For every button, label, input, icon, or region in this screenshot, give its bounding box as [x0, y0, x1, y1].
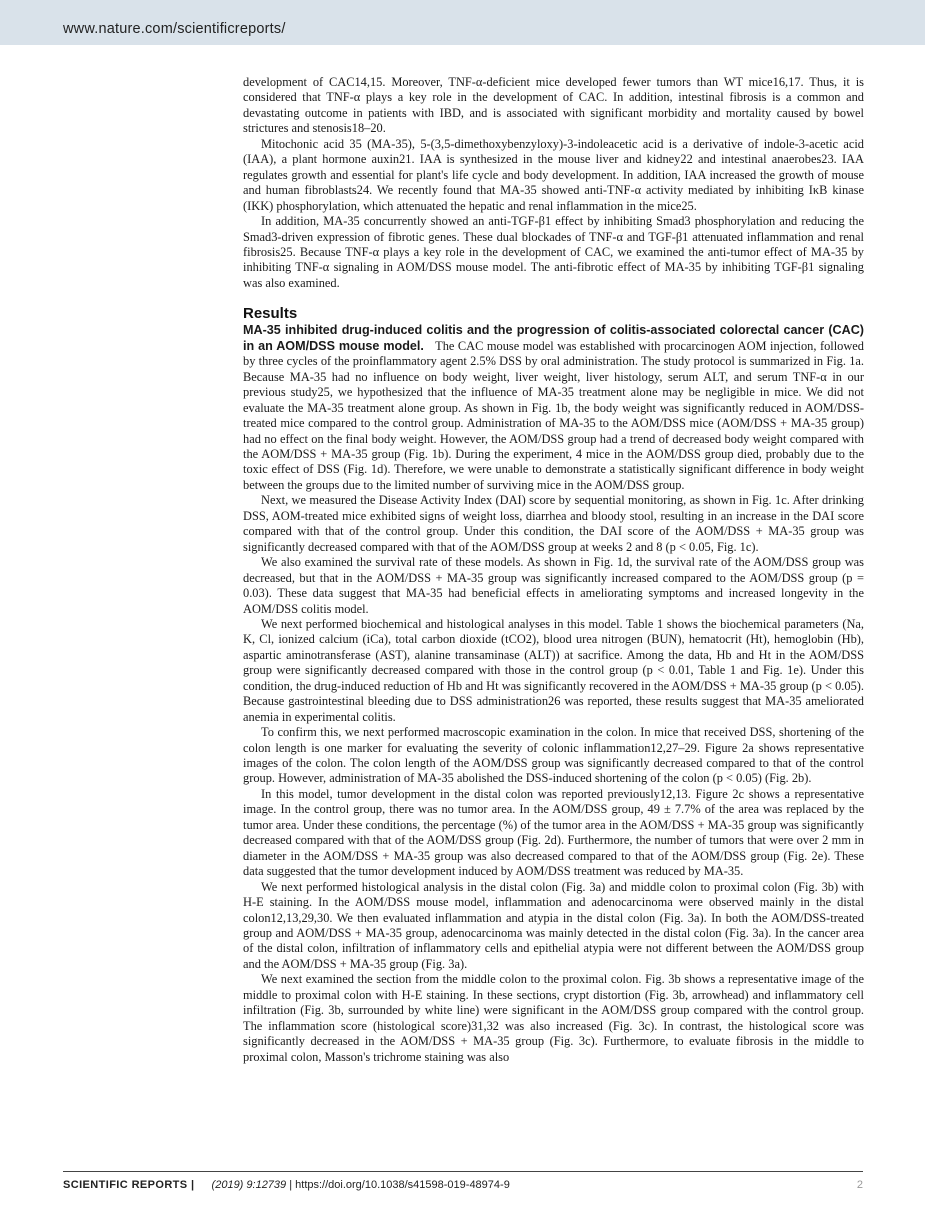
journal-name: SCIENTIFIC REPORTS | — [63, 1179, 195, 1191]
footer — [63, 1179, 510, 1191]
paragraph: In addition, MA-35 concurrently showed an anti-TGF-β1 effect by inhibiting Smad3 phosphorylation and reducing the Smad3-driven expression of fibrotic genes. These dual blockades of TNF-α and TGF-β1 attenuated inflammation and renal fibrosis25. Because TNF-α plays a key role in the development of CAC, we examined the anti-tumor effect of MA-35 by inhibiting TNF-α signaling in AOM/DSS mouse model. The anti-fibrotic effect of MA-35 by inhibiting TGF-β1 signaling was also examined. — [243, 214, 864, 290]
paragraph: In this model, tumor development in the distal colon was reported previously12,13. Figure 2c shows a representative image. In the control group, there was no tumor area. In the AOM/DSS group, 49 ± 7.7% of the area was replaced by the tumor area. Under these conditions, the percentage (%) of the tumor area in the AOM/DSS + MA-35 group was significantly decreased compared with that of the AOM/DSS group (Fig. 2d). Furthermore, the number of tumors that were over 2 mm in diameter in the AOM/DSS + MA-35 group was also decreased compared to that of the AOM/DSS group (Fig. 2e). These data suggested that the tumor development induced by AOM/DSS treatment was reduced by MA-35. — [243, 786, 864, 879]
page-number: 2 — [856, 1179, 863, 1191]
article-body — [243, 75, 864, 1065]
paragraph-text: The CAC mouse model was established with procarcinogen AOM injection, followed by three cycles of the proinflammatory agent 2.5% DSS by oral administration. The study protocol is summarized in Fig. 1a. Because MA-35 had no influence on body weight, liver weight, liver histology, serum ALT, and serum TNF-α in our previous study25, we hypothesized that the influence of MA-35 treatment alone may be negligible in mice. We did not evaluate the MA-35 treatment alone group. As shown in Fig. 1b, the body weight was significantly reduced in AOM/DSS-treated mice compared to the control group. Administration of MA-35 to the AOM/DSS mice (AOM/DSS + MA-35 group) had no effect on the final body weight. However, the AOM/DSS group had a trend of decreased body weight compared with the AOM/DSS + MA-35 group (Fig. 1b). During the experiment, 4 mice in the AOM/DSS group died, probably due to the toxic effect of DSS (Fig. 1d). Therefore, we were unable to demonstrate a statistically significant difference in body weight between the groups due to the limited number of surviving mice in the AOM/DSS group. — [243, 338, 864, 492]
section-heading-results: Results — [243, 305, 298, 323]
paragraph: To confirm this, we next performed macroscopic examination in the colon. In mice that received DSS, shortening of the colon length is one marker for evaluating the severity of colonic inflammation12,27–29. Figure 2a shows representative images of the colon. The colon length of the AOM/DSS group was significantly decreased compared to that of the control group. However, administration of MA-35 abolished the DSS-induced shortening of the colon (p < 0.05) (Fig. 2b). — [243, 725, 864, 786]
paragraph: development of CAC14,15. Moreover, TNF-α-deficient mice developed fewer tumors than WT mice16,17. Thus, it is considered that TNF-α plays a key role in the development of CAC. In addition, intestinal fibrosis is a common and devastating outcome in patients with IBD, and is associated with significant morbidity and mortality caused by bowel strictures and stenosis18–20. — [243, 75, 864, 136]
paragraph: We next performed biochemical and histological analyses in this model. Table 1 shows the biochemical parameters (Na, K, Cl, ionized calcium (iCa), total carbon dioxide (tCO2), blood urea nitrogen (BUN), hematocrit (Ht), hemoglobin (Hb), aspartic aminotransferase (AST), alanine transaminase (ALT)) at sacrifice. Among the data, Hb and Ht in the AOM/DSS group were significantly decreased compared with those in the control group (p < 0.01, Table 1 and Fig. 1e). Under this condition, the drug-induced reduction of Hb and Ht was significantly recovered in the AOM/DSS + MA-35 group (p < 0.05). Because gastrointestinal bleeding due to DSS administration26 was reported, these results suggest that MA-35 ameliorated anemia in experimental colitis. — [243, 616, 864, 724]
citation: (2019) 9:12739 — [211, 1179, 287, 1191]
paragraph: Mitochonic acid 35 (MA-35), 5-(3,5-dimethoxybenzyloxy)-3-indoleacetic acid is a derivative of indole-3-acetic acid (IAA), a plant hormone auxin21. IAA is synthesized in the mouse liver and kidney22 and intestinal anaerobes23. IAA regulates growth and essential for plant's life cycle and body development. In addition, IAA increased the growth of mouse and human fibroblasts24. We recently found that MA-35 showed anti-TNF-α activity mediated by inhibiting IκB kinase (IKK) phosphorylation, which attenuated the hepatic and renal inflammation in the mice25. — [243, 136, 864, 213]
paragraph: We also examined the survival rate of these models. As shown in Fig. 1d, the survival rate of the AOM/DSS group was decreased, but that in the AOM/DSS + MA-35 group was significantly increased compared to the AOM/DSS group (p = 0.03). These data suggest that MA-35 had beneficial effects in ameliorating symptoms and increased longevity in the AOM/DSS colitis model. — [243, 555, 864, 616]
paragraph: We next examined the section from the middle colon to the proximal colon. Fig. 3b shows a representative image of the middle to proximal colon with H-E staining. In these sections, crypt distortion (Fig. 3b, arrowhead) and inflammatory cell infiltration (Fig. 3b, surrounded by white line) were significant in the AOM/DSS group compared with the control group. The inflammation score (histological score)31,32 was also increased (Fig. 3c). In contrast, the histological score was significantly decreased in the AOM/DSS + MA-35 group (Fig. 3c). Furthermore, to evaluate fibrosis in the middle to proximal colon, Masson's trichrome staining was also — [243, 972, 864, 1064]
footer-divider — [63, 1171, 863, 1172]
site-url-link[interactable]: www.nature.com/scientificreports/ — [63, 21, 286, 37]
paragraph: Next, we measured the Disease Activity Index (DAI) score by sequential monitoring, as shown in Fig. 1c. After drinking DSS, AOM-treated mice exhibited signs of weight loss, diarrhea and bloody stool, resulting in an increase in the DAI score compared with that of the control group. Under this condition, the DAI score of the AOM/DSS + MA-35 group was significantly decreased compared with that of the AOM/DSS group at weeks 2 and 8 (p < 0.05, Fig. 1c). — [243, 493, 864, 554]
subsection-heading: MA-35 inhibited drug-induced colitis and the progression of colitis-associated colorectal cancer (CAC) in an AOM/DSS mouse model. — [243, 323, 864, 353]
paragraph — [243, 323, 864, 493]
paragraph: We next performed histological analysis in the distal colon (Fig. 3a) and middle colon to proximal colon (Fig. 3b) with H-E staining. In the AOM/DSS mouse model, inflammation and adenocarcinoma were observed mainly in the distal colon12,13,29,30. We then evaluated inflammation and atypia in the distal colon (Fig. 3a). In both the AOM/DSS-treated group and AOM/DSS + MA-35 group, adenocarcinoma was mainly detected in the distal colon (Fig. 3a). In the cancer area of the distal colon, infiltration of inflammatory cells and epithelial atypia were not different between the AOM/DSS group and the AOM/DSS + MA-35 group (Fig. 3a). — [243, 879, 864, 971]
doi-link[interactable]: | https://doi.org/10.1038/s41598-019-48974-9 — [289, 1179, 510, 1191]
